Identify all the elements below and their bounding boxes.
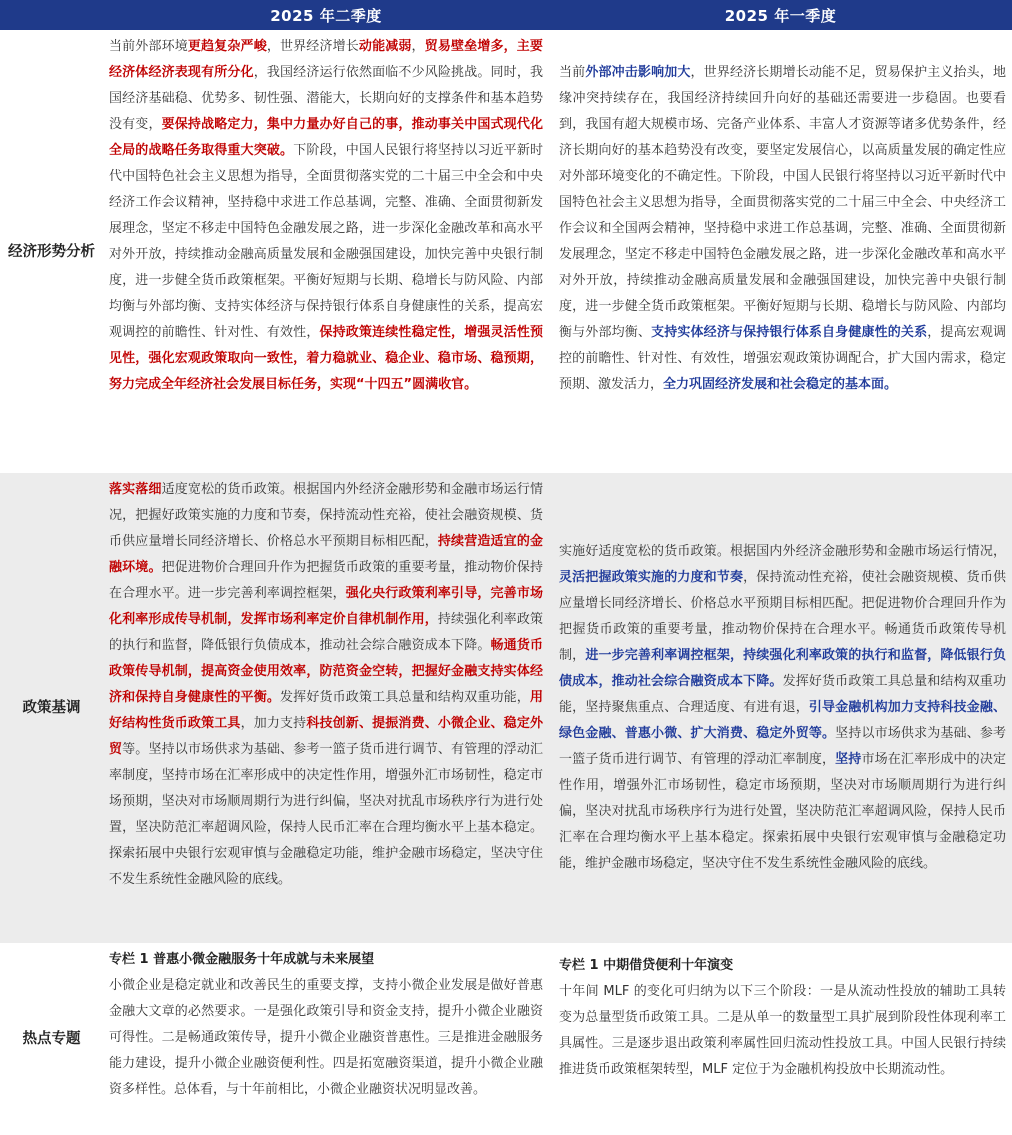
body-text: 持续强化利率政策的执行和监督，降低银行负债成本，推动社会综合融资成本下降。 [109, 612, 543, 653]
column-subtitle: 专栏 1 中期借贷便利十年演变 [559, 958, 734, 973]
highlight-blue-text: 全力巩固经济发展和社会稳定的基本面。 [663, 377, 898, 392]
highlight-red-text: 科技创新、提振消费、小微企业、稳定外贸 [109, 716, 543, 757]
highlight-red-text: 用好结构性货币政策工具 [109, 690, 543, 731]
body-text: 发挥好货币政策工具总量和结构双重功能，坚持聚焦重点、合理适度、有进有退， [559, 674, 1006, 715]
highlight-blue-text: 引导金融机构加力支持科技金融、绿色金融、普惠小微、扩大消费、稳定外贸等。 [559, 700, 1006, 741]
highlight-blue-text: 外部冲击影响加大 [585, 65, 691, 80]
body-text: 下阶段，中国人民银行将坚持以习近平新时代中国特色社会主义思想为指导，全面贯彻落实党的二十届三中全会和中央经济工作会议精神，坚持稳中求进工作总基调，完整、准确、全面贯彻新发展理念，坚定不移走中国特色金融发展之路，进一步深化金融改革和高水平对外开放，持续推动金融高质量发展和金融强国建设，加快完善中央银行制度，进一步健全货币政策框架。平衡好短期与长期、稳增长与防风险、内部均衡与外部均衡、支持实体经济与保持银行体系自身健康性的关系，提高宏观调控的前瞻性、针对性、有效性， [109, 143, 543, 340]
body-text: ，世界经济增长 [266, 39, 359, 54]
body-text: 坚持以市场供求为基础、参考一篮子货币进行调节、有管理的浮动汇率制度， [559, 726, 1006, 767]
highlight-red-text: 持续营造适宜的金融环境。 [109, 534, 543, 575]
row-label-hot-topics: 热点专题 [22, 1030, 81, 1047]
row-economic-analysis [0, 30, 1012, 473]
body-text: ， [411, 39, 425, 54]
body-text: 发挥好货币政策工具总量和结构双重功能， [280, 690, 530, 705]
highlight-blue-text: 灵活把握政策实施的力度和节奏 [559, 570, 744, 585]
body-text: 当前外部环境 [109, 39, 188, 54]
highlight-red-text: 动能减弱 [358, 39, 412, 54]
highlight-red-text: 更趋复杂严峻 [187, 39, 267, 54]
column-subtitle: 专栏 1 普惠小微金融服务十年成就与未来展望 [109, 952, 375, 967]
highlight-red-text: 保持政策连续性稳定性，增强灵活性预见性，强化宏观政策取向一致性，着力稳就业、稳企业、稳市场、稳预期，努力完成全年经济社会发展目标任务，实现“十四五”圆满收官。 [109, 325, 543, 392]
highlight-blue-text: 进一步完善利率调控框架，持续强化利率政策的执行和监督，降低银行负债成本，推动社会综合融资成本下降。 [559, 648, 1006, 689]
body-text: ，提高宏观调控的前瞻性、针对性、有效性，增强宏观政策协调配合，扩大国内需求，稳定预期、激发活力， [559, 325, 1006, 392]
header-blank [0, 0, 103, 30]
row-hot-topics [0, 943, 1012, 1134]
body-text: 小微企业是稳定就业和改善民生的重要支撑，支持小微企业发展是做好普惠金融大文章的必然要求。一是强化政策引导和资金支持，提升小微企业融资可得性。二是畅通政策传导，提升小微企业融资普惠性。三是推进金融服务能力建设，提升小微企业融资便利性。四是拓宽融资渠道，提升小微企业融资多样性。总体看，与十年前相比，小微企业融资状况明显改善。 [109, 978, 543, 1097]
cell-q1-policy-tone [549, 473, 1012, 943]
row-policy-tone [0, 473, 1012, 943]
header-row [0, 0, 1012, 30]
highlight-red-text: 强化央行政策利率引导，完善市场化利率形成传导机制，发挥市场利率定价自律机制作用， [109, 586, 543, 627]
body-text: 市场在汇率形成中的决定性作用，增强外汇市场韧性，稳定市场预期，坚决对市场顺周期行为进行纠偏，坚决对扰乱市场秩序行为进行处置，坚决防范汇率超调风险，保持人民币汇率在合理均衡水平上基本稳定。探索拓展中央银行宏观审慎与金融稳定功能，维护金融市场稳定，坚决守住不发生系统性金融风险的底线。 [559, 752, 1006, 871]
body-text: ，加力支持 [240, 716, 307, 731]
body-text: 把促进物价合理回升作为把握货币政策的重要考量，推动物价保持在合理水平。进一步完善利率调控框架， [109, 560, 543, 601]
highlight-blue-text: 坚持 [835, 752, 862, 767]
body-text: ，世界经济长期增长动能不足，贸易保护主义抬头，地缘冲突持续存在，我国经济持续回升向好的基础还需要进一步稳固。也要看到，我国有超大规模市场、完备产业体系、丰富人才资源等诸多优势条件，经济长期向好的基本趋势没有改变，要坚定发展信心，以高质量发展的确定性应对外部环境变化的不确定性。下阶段，中国人民银行将坚持以习近平新时代中国特色社会主义思想为指导，全面贯彻落实党的二十届三中全会、中央经济工作会议和全国两会精神，坚持稳中求进工作总基调，完整、准确、全面贯彻新发展理念，坚定不移走中国特色金融发展之路，进一步深化金融改革和高水平对外开放，持续推动金融高质量发展和金融强国建设，加快完善中央银行制度，进一步健全货币政策框架。平衡好短期与长期、稳增长与防风险、内部均衡与外部均衡、 [559, 65, 1006, 340]
body-text: 适度宽松的货币政策。根据国内外经济金融形势和金融市场运行情况，把握好政策实施的力度和节奏，保持流动性充裕，使社会融资规模、货币供应量增长同经济增长、价格总水平预期目标相匹配， [109, 482, 543, 549]
cell-q1-hot-topics [549, 943, 1012, 1134]
highlight-red-text: 畅通货币政策传导机制，提高资金使用效率，防范资金空转，把握好金融支持实体经济和保持自身健康性的平衡。 [109, 638, 543, 705]
highlight-red-text: 贸易壁垒增多，主要经济体经济表现有所分化 [109, 39, 543, 80]
body-text: 当前 [559, 65, 586, 80]
header-q2-2025: 2025 年二季度 [103, 0, 549, 30]
highlight-red-text: 要保持战略定力，集中力量办好自己的事，推动事关中国式现代化全局的战略任务取得重大突破。 [109, 117, 543, 158]
cell-q2-policy-tone [103, 473, 549, 943]
highlight-blue-text: 支持实体经济与保持银行体系自身健康性的关系 [651, 325, 928, 340]
body-text: ，我国经济运行依然面临不少风险挑战。同时，我国经济基础稳、优势多、韧性强、潜能大，长期向好的支撑条件和基本趋势没有变， [109, 65, 543, 132]
body-text: 十年间 MLF 的变化可归纳为以下三个阶段：一是从流动性投放的辅助工具转变为总量型货币政策工具。二是从单一的数量型工具扩展到阶段性体现利率工具属性。三是逐步退出政策利率属性回归流动性投放工具。中国人民银行持续推进货币政策框架转型，MLF 定位于为金融机构投放中长期流动性。 [559, 984, 1006, 1077]
body-text: 等。坚持以市场供求为基础、参考一篮子货币进行调节、有管理的浮动汇率制度，坚持市场在汇率形成中的决定性作用，增强外汇市场韧性，稳定市场预期，坚决对市场顺周期行为进行纠偏，坚决对扰乱市场秩序行为进行处置，坚决防范汇率超调风险，保持人民币汇率在合理均衡水平上基本稳定。探索拓展中央银行宏观审慎与金融稳定功能，维护金融市场稳定，坚决守住不发生系统性金融风险的底线。 [109, 742, 543, 887]
cell-q2-hot-topics [103, 943, 549, 1134]
highlight-red-text: 落实落细 [109, 482, 162, 497]
cell-q2-economic-analysis [103, 30, 549, 473]
header-q1-2025: 2025 年一季度 [549, 0, 1012, 30]
row-label-economic-analysis: 经济形势分析 [8, 243, 95, 260]
body-text: 实施好适度宽松的货币政策。根据国内外经济金融形势和金融市场运行情况， [559, 544, 1006, 559]
body-text: ，保持流动性充裕，使社会融资规模、货币供应量增长同经济增长、价格总水平预期目标相匹配。把促进物价合理回升作为把握货币政策的重要考量，推动物价保持在合理水平。畅通货币政策传导机制， [559, 570, 1006, 663]
cell-q1-economic-analysis [549, 30, 1012, 473]
row-label-policy-tone: 政策基调 [0, 473, 103, 943]
